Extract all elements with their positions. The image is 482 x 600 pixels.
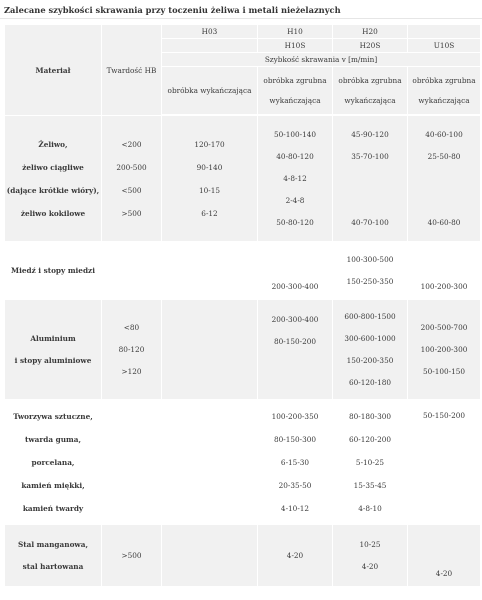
speed-u10-cell xyxy=(408,242,481,300)
speed-value: 2-4-8 xyxy=(285,195,305,205)
speed-value: 40-70-100 xyxy=(351,217,389,227)
speed-value: 10-15 xyxy=(198,185,221,195)
material-line: Tworzywa sztuczne, xyxy=(13,411,93,421)
hardness-cell xyxy=(102,300,162,400)
speed-value: 45-90-120 xyxy=(351,129,389,139)
speed-value: 80-180-300 xyxy=(348,411,392,421)
header-roughing-h10 xyxy=(258,67,333,115)
header-roughing-line: obróbka zgrubna xyxy=(338,75,402,85)
header-speed-label: Szybkość skrawania v [m/min] xyxy=(162,53,481,67)
speed-value: 100-200-300 xyxy=(420,344,468,354)
speed-value: 6-12 xyxy=(201,208,218,218)
material-line: żeliwo kokilowe xyxy=(20,208,86,218)
hardness-value: 200-500 xyxy=(116,162,147,172)
speed-value: 15-35-45 xyxy=(353,480,387,490)
speed-value: 4-20 xyxy=(435,569,453,578)
speed-h03-cell xyxy=(162,242,258,300)
material-line: twarda guma, xyxy=(25,434,81,444)
speed-value: 4-10-12 xyxy=(280,503,310,513)
table-row xyxy=(5,300,481,400)
speed-u10-cell xyxy=(408,116,481,242)
hardness-value: >120 xyxy=(121,366,142,376)
speed-value: 6-15-30 xyxy=(280,457,310,467)
material-line: kamień miękki, xyxy=(21,480,85,490)
material-line: Stal manganowa, xyxy=(18,539,88,549)
hardness-cell xyxy=(102,400,162,525)
speed-h10-cell xyxy=(258,400,333,525)
material-line: kamień twardy xyxy=(22,503,84,513)
header-material: Materiał xyxy=(5,25,102,116)
speed-value: 60-120-180 xyxy=(348,377,392,387)
header-roughing-h20 xyxy=(333,67,408,115)
page-title: Zalecane szybkości skrawania przy toczeniu żeliwa i metali nieżelaznych xyxy=(4,5,341,15)
title-divider xyxy=(0,18,482,19)
speed-h20-cell xyxy=(333,400,408,525)
speed-value: 80-150-300 xyxy=(273,434,317,444)
speed-value: 300-600-1000 xyxy=(344,333,396,343)
header-roughing-line: obróbka zgrubna xyxy=(263,75,327,85)
speed-value: 80-150-200 xyxy=(273,337,317,346)
table-row xyxy=(5,116,481,242)
speed-value: 35-70-100 xyxy=(351,151,389,161)
table-row xyxy=(5,400,481,525)
speed-value: 50-80-120 xyxy=(276,217,314,227)
hardness-value: <500 xyxy=(121,185,142,195)
speed-h20-cell xyxy=(333,116,408,242)
speed-h03-cell xyxy=(162,116,258,242)
speed-h10-cell xyxy=(258,300,333,400)
speed-h10-cell xyxy=(258,242,333,300)
header-roughing-line: wykańczająca xyxy=(418,95,470,105)
speed-value: 100-200-300 xyxy=(420,282,468,291)
speed-value: 200-300-400 xyxy=(271,315,319,324)
speed-value: 4-20 xyxy=(361,561,379,571)
speed-h03-cell xyxy=(162,400,258,525)
speed-value: 40-80-120 xyxy=(276,151,314,161)
speed-value: 150-250-350 xyxy=(346,276,394,286)
speed-value: 100-300-500 xyxy=(346,254,394,264)
hardness-cell xyxy=(102,242,162,300)
material-line: żeliwo ciągliwe xyxy=(22,162,84,172)
speed-h20-cell xyxy=(333,300,408,400)
speed-value: 10-25 xyxy=(359,539,381,549)
header-grade-empty xyxy=(408,25,481,39)
speed-value: 40-60-80 xyxy=(427,217,461,227)
header-subgrade-h20s: H20S xyxy=(333,39,408,53)
header-grade-h20: H20 xyxy=(333,25,408,39)
header-roughing-line: wykańczająca xyxy=(344,95,396,105)
speed-value: 4-20 xyxy=(286,551,304,560)
material-cell xyxy=(5,400,102,525)
material-cell xyxy=(5,116,102,242)
header-finishing: obróbka wykańczająca xyxy=(162,67,258,115)
speed-value: 200-500-700 xyxy=(420,322,468,332)
material-cell xyxy=(5,242,102,300)
table-row xyxy=(5,242,481,300)
header-subgrade-u10s: U10S xyxy=(408,39,481,53)
hardness-value: >500 xyxy=(121,551,142,560)
material-cell xyxy=(5,525,102,587)
speed-h10-cell xyxy=(258,525,333,587)
speed-u10-cell xyxy=(408,525,481,587)
header-row-grades xyxy=(5,25,481,39)
header-hardness: Twardość HB xyxy=(102,25,162,116)
speed-h03-cell xyxy=(162,525,258,587)
speed-value: 150-200-350 xyxy=(346,355,394,365)
header-subgrade-empty xyxy=(162,39,258,53)
speed-value: 50-100-150 xyxy=(422,366,466,376)
speed-value: 5-10-25 xyxy=(355,457,385,467)
speed-value: 50-100-140 xyxy=(273,129,317,139)
speed-value: 25-50-80 xyxy=(427,151,461,161)
material-line: Żeliwo, xyxy=(38,139,68,149)
hardness-cell xyxy=(102,116,162,242)
speed-value: 4-8-10 xyxy=(358,503,382,513)
speed-h20-cell xyxy=(333,525,408,587)
speed-value: 40-60-100 xyxy=(425,129,463,139)
cutting-speed-table xyxy=(4,24,481,587)
material-line: Miedź i stopy miedzi xyxy=(11,266,95,275)
header-grade-h03: H03 xyxy=(162,25,258,39)
speed-value: 20-35-50 xyxy=(278,480,312,490)
hardness-value: <200 xyxy=(121,139,142,149)
speed-h20-cell xyxy=(333,242,408,300)
hardness-value: 80-120 xyxy=(118,344,145,354)
speed-h10-cell xyxy=(258,116,333,242)
header-roughing-line: wykańczająca xyxy=(269,95,321,105)
material-cell xyxy=(5,300,102,400)
speed-value: 50-150-200 xyxy=(422,411,466,420)
speed-value: 200-300-400 xyxy=(271,282,319,291)
hardness-cell xyxy=(102,525,162,587)
hardness-value: <80 xyxy=(123,322,140,332)
header-subgrade-h10s: H10S xyxy=(258,39,333,53)
speed-value: 90-140 xyxy=(196,162,223,172)
speed-value: 120-170 xyxy=(194,139,225,149)
header-roughing-u10 xyxy=(408,67,481,115)
hardness-value: >500 xyxy=(121,208,142,218)
speed-value: 100-200-350 xyxy=(271,411,319,421)
speed-u10-cell xyxy=(408,300,481,400)
header-roughing-line: obróbka zgrubna xyxy=(412,75,476,85)
material-line: (dające krótkie wióry), xyxy=(6,185,100,195)
speed-value: 4-8-12 xyxy=(283,173,307,183)
speed-h03-cell xyxy=(162,300,258,400)
speed-u10-cell xyxy=(408,400,481,525)
speed-value: 60-120-200 xyxy=(348,434,392,444)
material-line: porcelana, xyxy=(31,457,75,467)
material-line: Aluminium xyxy=(30,333,76,343)
material-line: i stopy aluminiowe xyxy=(14,355,92,365)
material-line: stal hartowana xyxy=(22,561,84,571)
speed-value: 600-800-1500 xyxy=(344,311,396,321)
header-grade-h10: H10 xyxy=(258,25,333,39)
table-row xyxy=(5,525,481,587)
